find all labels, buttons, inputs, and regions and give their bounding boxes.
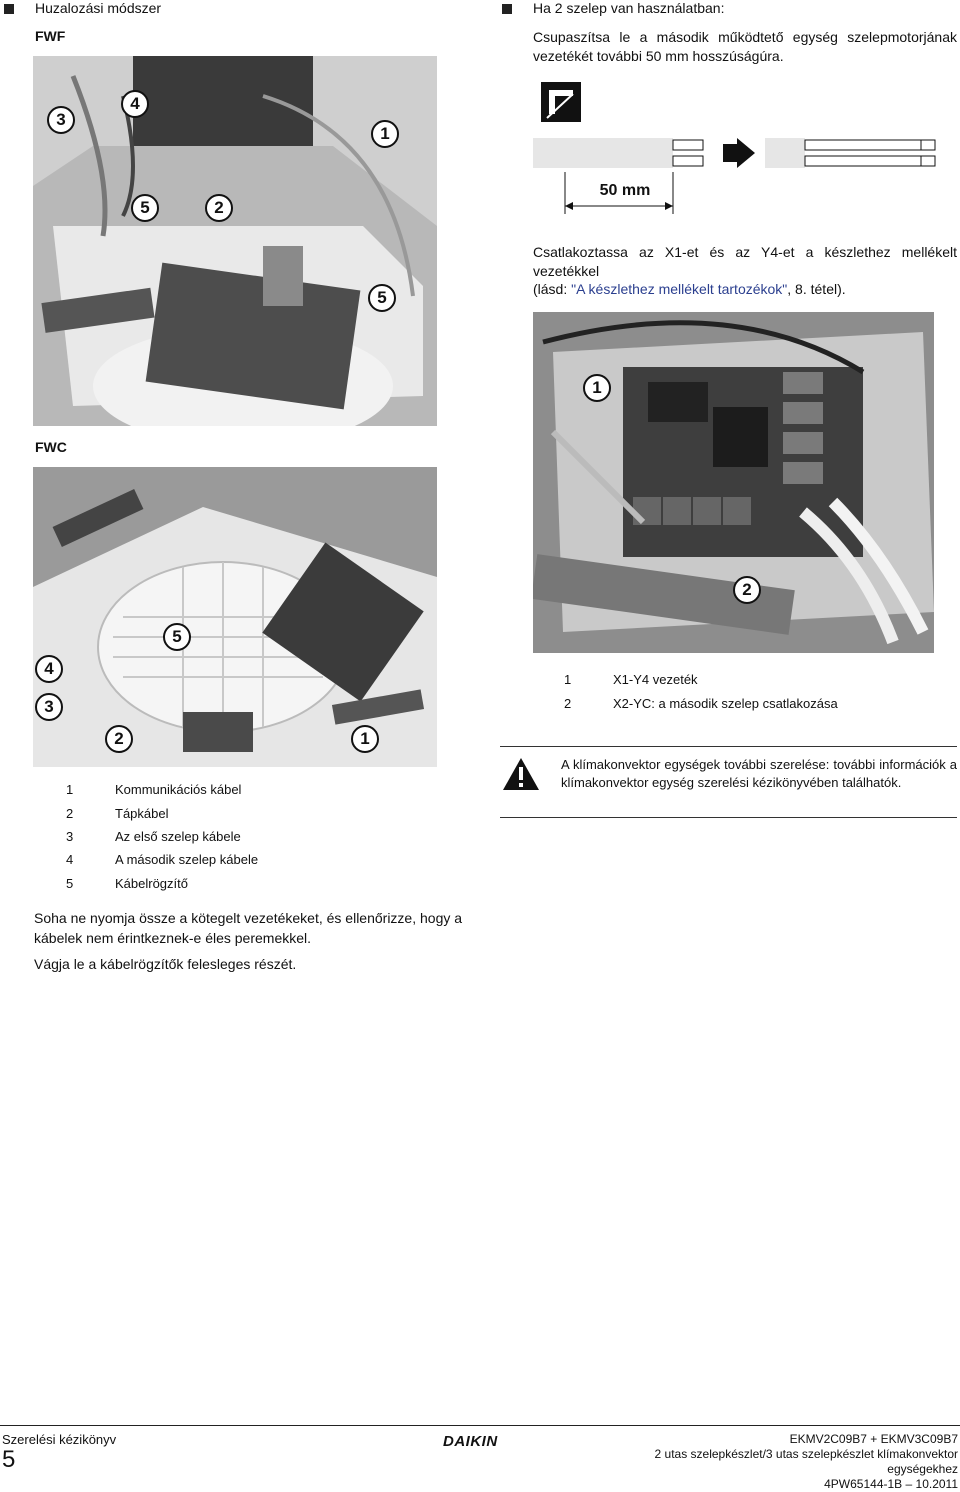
callout-5: 5 <box>131 194 159 222</box>
section-title: Ha 2 szelep van használatban: <box>533 0 725 16</box>
footer-divider <box>0 1425 960 1426</box>
reference-prefix: (lásd: <box>533 281 572 297</box>
footer-doc-code: 4PW65144-1B – 10.2011 <box>824 1477 958 1491</box>
warning-text: A klímakonvektor egységek további szerelése: további információk a klímakonvektor egység szerelési kézikönyvében találhatók. <box>561 757 957 790</box>
strip-wire-diagram <box>533 82 957 217</box>
legend-text: X1-Y4 vezeték <box>613 672 698 687</box>
section-bullet <box>4 4 14 14</box>
warning-icon <box>502 757 540 791</box>
footer-page-number: 5 <box>2 1446 16 1473</box>
legend-number: 1 <box>66 782 74 797</box>
callout-5-b: 5 <box>368 284 396 312</box>
cable-warning-paragraph: Soha ne nyomja össze a kötegelt vezetékeket, és ellenőrizze, hogy a kábelek nem érintkeznek-e éles peremekkel. <box>34 910 463 946</box>
legend-text: X2-YC: a második szelep csatlakozása <box>613 696 838 711</box>
callout-4: 4 <box>35 655 63 683</box>
section-bullet <box>502 4 512 14</box>
reference-line <box>533 281 846 297</box>
callout-5: 5 <box>163 623 191 651</box>
callout-1: 1 <box>371 120 399 148</box>
terminal-block-photo <box>533 312 934 653</box>
legend-number: 3 <box>66 829 74 844</box>
legend-text: Kábelrögzítő <box>115 876 188 891</box>
legend-text: Az első szelep kábele <box>115 829 241 844</box>
fwf-label: FWF <box>35 28 66 44</box>
accessories-link[interactable]: "A készlethez mellékelt tartozékok" <box>571 281 788 297</box>
callout-3: 3 <box>35 693 63 721</box>
callout-1: 1 <box>583 374 611 402</box>
section-title: Huzalozási módszer <box>35 0 162 16</box>
daikin-logo: DAIKIN <box>443 1433 498 1450</box>
callout-3: 3 <box>47 106 75 134</box>
legend-text: Tápkábel <box>115 806 169 821</box>
legend-number: 2 <box>66 806 74 821</box>
legend-number: 5 <box>66 876 74 891</box>
reference-suffix: , 8. tétel). <box>787 281 846 297</box>
connect-instruction: Csatlakoztassa az X1-et és az Y4-et a készlethez mellékelt vezetékkel <box>533 244 957 279</box>
footer-manual-title: Szerelési kézikönyv <box>2 1432 117 1447</box>
callout-2: 2 <box>105 725 133 753</box>
legend-number: 1 <box>564 672 572 687</box>
fwf-wiring-photo <box>33 56 437 426</box>
footer-description: 2 utas szelepkészlet/3 utas szelepkészlet klímakonvektor egységekhez <box>654 1447 958 1476</box>
warning-note <box>500 746 957 818</box>
fwc-wiring-photo <box>33 467 437 767</box>
footer-model: EKMV2C09B7 + EKMV3C09B7 <box>789 1432 958 1446</box>
footer-right-block <box>640 1432 958 1492</box>
legend-number: 2 <box>564 696 572 711</box>
legend-text: Kommunikációs kábel <box>115 782 242 797</box>
callout-2: 2 <box>733 576 761 604</box>
dimension-label: 50 mm <box>599 182 651 199</box>
legend-text: A második szelep kábele <box>115 852 259 867</box>
fwc-label: FWC <box>35 439 67 455</box>
trim-ties-paragraph: Vágja le a kábelrögzítők felesleges részét. <box>34 956 297 972</box>
strip-instruction: Csupaszítsa le a második működtető egység szelepmotorjának vezetékét további 50 mm hosszúságúra. <box>533 29 957 64</box>
callout-4: 4 <box>121 90 149 118</box>
callout-1: 1 <box>351 725 379 753</box>
callout-2: 2 <box>205 194 233 222</box>
legend-number: 4 <box>66 852 74 867</box>
